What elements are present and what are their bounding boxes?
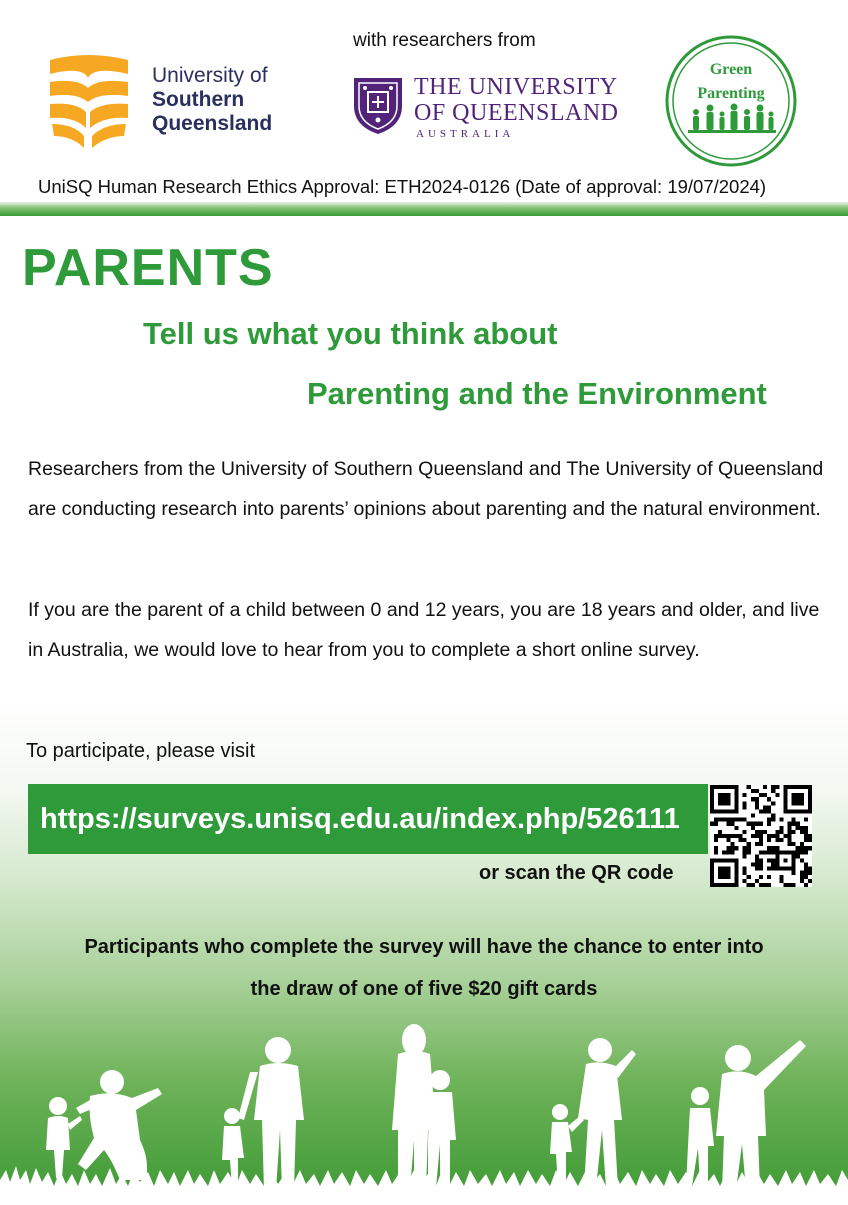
usq-line-1: University of xyxy=(152,64,268,87)
usq-logo-icon xyxy=(48,54,134,150)
badge-line-1: Green xyxy=(709,61,753,78)
ethics-approval: UniSQ Human Research Ethics Approval: ETH2024-0126 (Date of approval: 19/07/2024) xyxy=(38,176,767,197)
qr-code[interactable] xyxy=(710,785,812,887)
page-title: PARENTS xyxy=(22,239,274,297)
uq-shield-icon xyxy=(352,76,404,136)
green-parenting-badge xyxy=(664,34,798,173)
family-silhouettes xyxy=(0,1020,848,1200)
top-note: with researchers from xyxy=(353,30,536,51)
subtitle-line-2: Parenting and the Environment xyxy=(307,376,767,411)
green-parenting-badge-icon xyxy=(664,34,798,168)
uq-logo xyxy=(352,76,404,141)
eligibility-paragraph: If you are the parent of a child between 0 and 12 years, you are 18 years and older, and live in Australia, we would love to hear from you to complete a short online survey. xyxy=(28,599,820,661)
badge-line-2: Parenting xyxy=(697,85,765,102)
intro-paragraph: Researchers from the University of Southern Queensland and The University of Queensland are conducting research into parents’ opinions about parenting and the natural environment. xyxy=(28,458,824,520)
scan-note: or scan the QR code xyxy=(479,862,674,884)
prize-line-2: the draw of one of five $20 gift cards xyxy=(250,978,598,1000)
uq-wordmark xyxy=(414,74,619,140)
header-divider xyxy=(0,202,848,216)
usq-line-3: Queensland xyxy=(152,112,273,135)
qr-code-icon[interactable] xyxy=(710,785,812,887)
uq-line-1: THE UNIVERSITY xyxy=(414,74,618,100)
usq-line-2: Southern xyxy=(152,88,245,111)
family-silhouettes-icon xyxy=(0,1020,848,1200)
uq-line-3: AUSTRALIA xyxy=(416,128,515,140)
survey-link-box[interactable] xyxy=(28,784,708,854)
survey-link[interactable]: https://surveys.unisq.edu.au/index.php/526111 xyxy=(40,802,680,835)
participate-intro: To participate, please visit xyxy=(26,740,256,762)
subtitle-line-1: Tell us what you think about xyxy=(143,316,558,351)
prize-line-1: Participants who complete the survey will have the chance to enter into xyxy=(84,936,764,958)
usq-wordmark xyxy=(152,64,272,136)
uq-line-2: OF QUEENSLAND xyxy=(414,100,619,126)
prize-note xyxy=(20,926,828,1010)
